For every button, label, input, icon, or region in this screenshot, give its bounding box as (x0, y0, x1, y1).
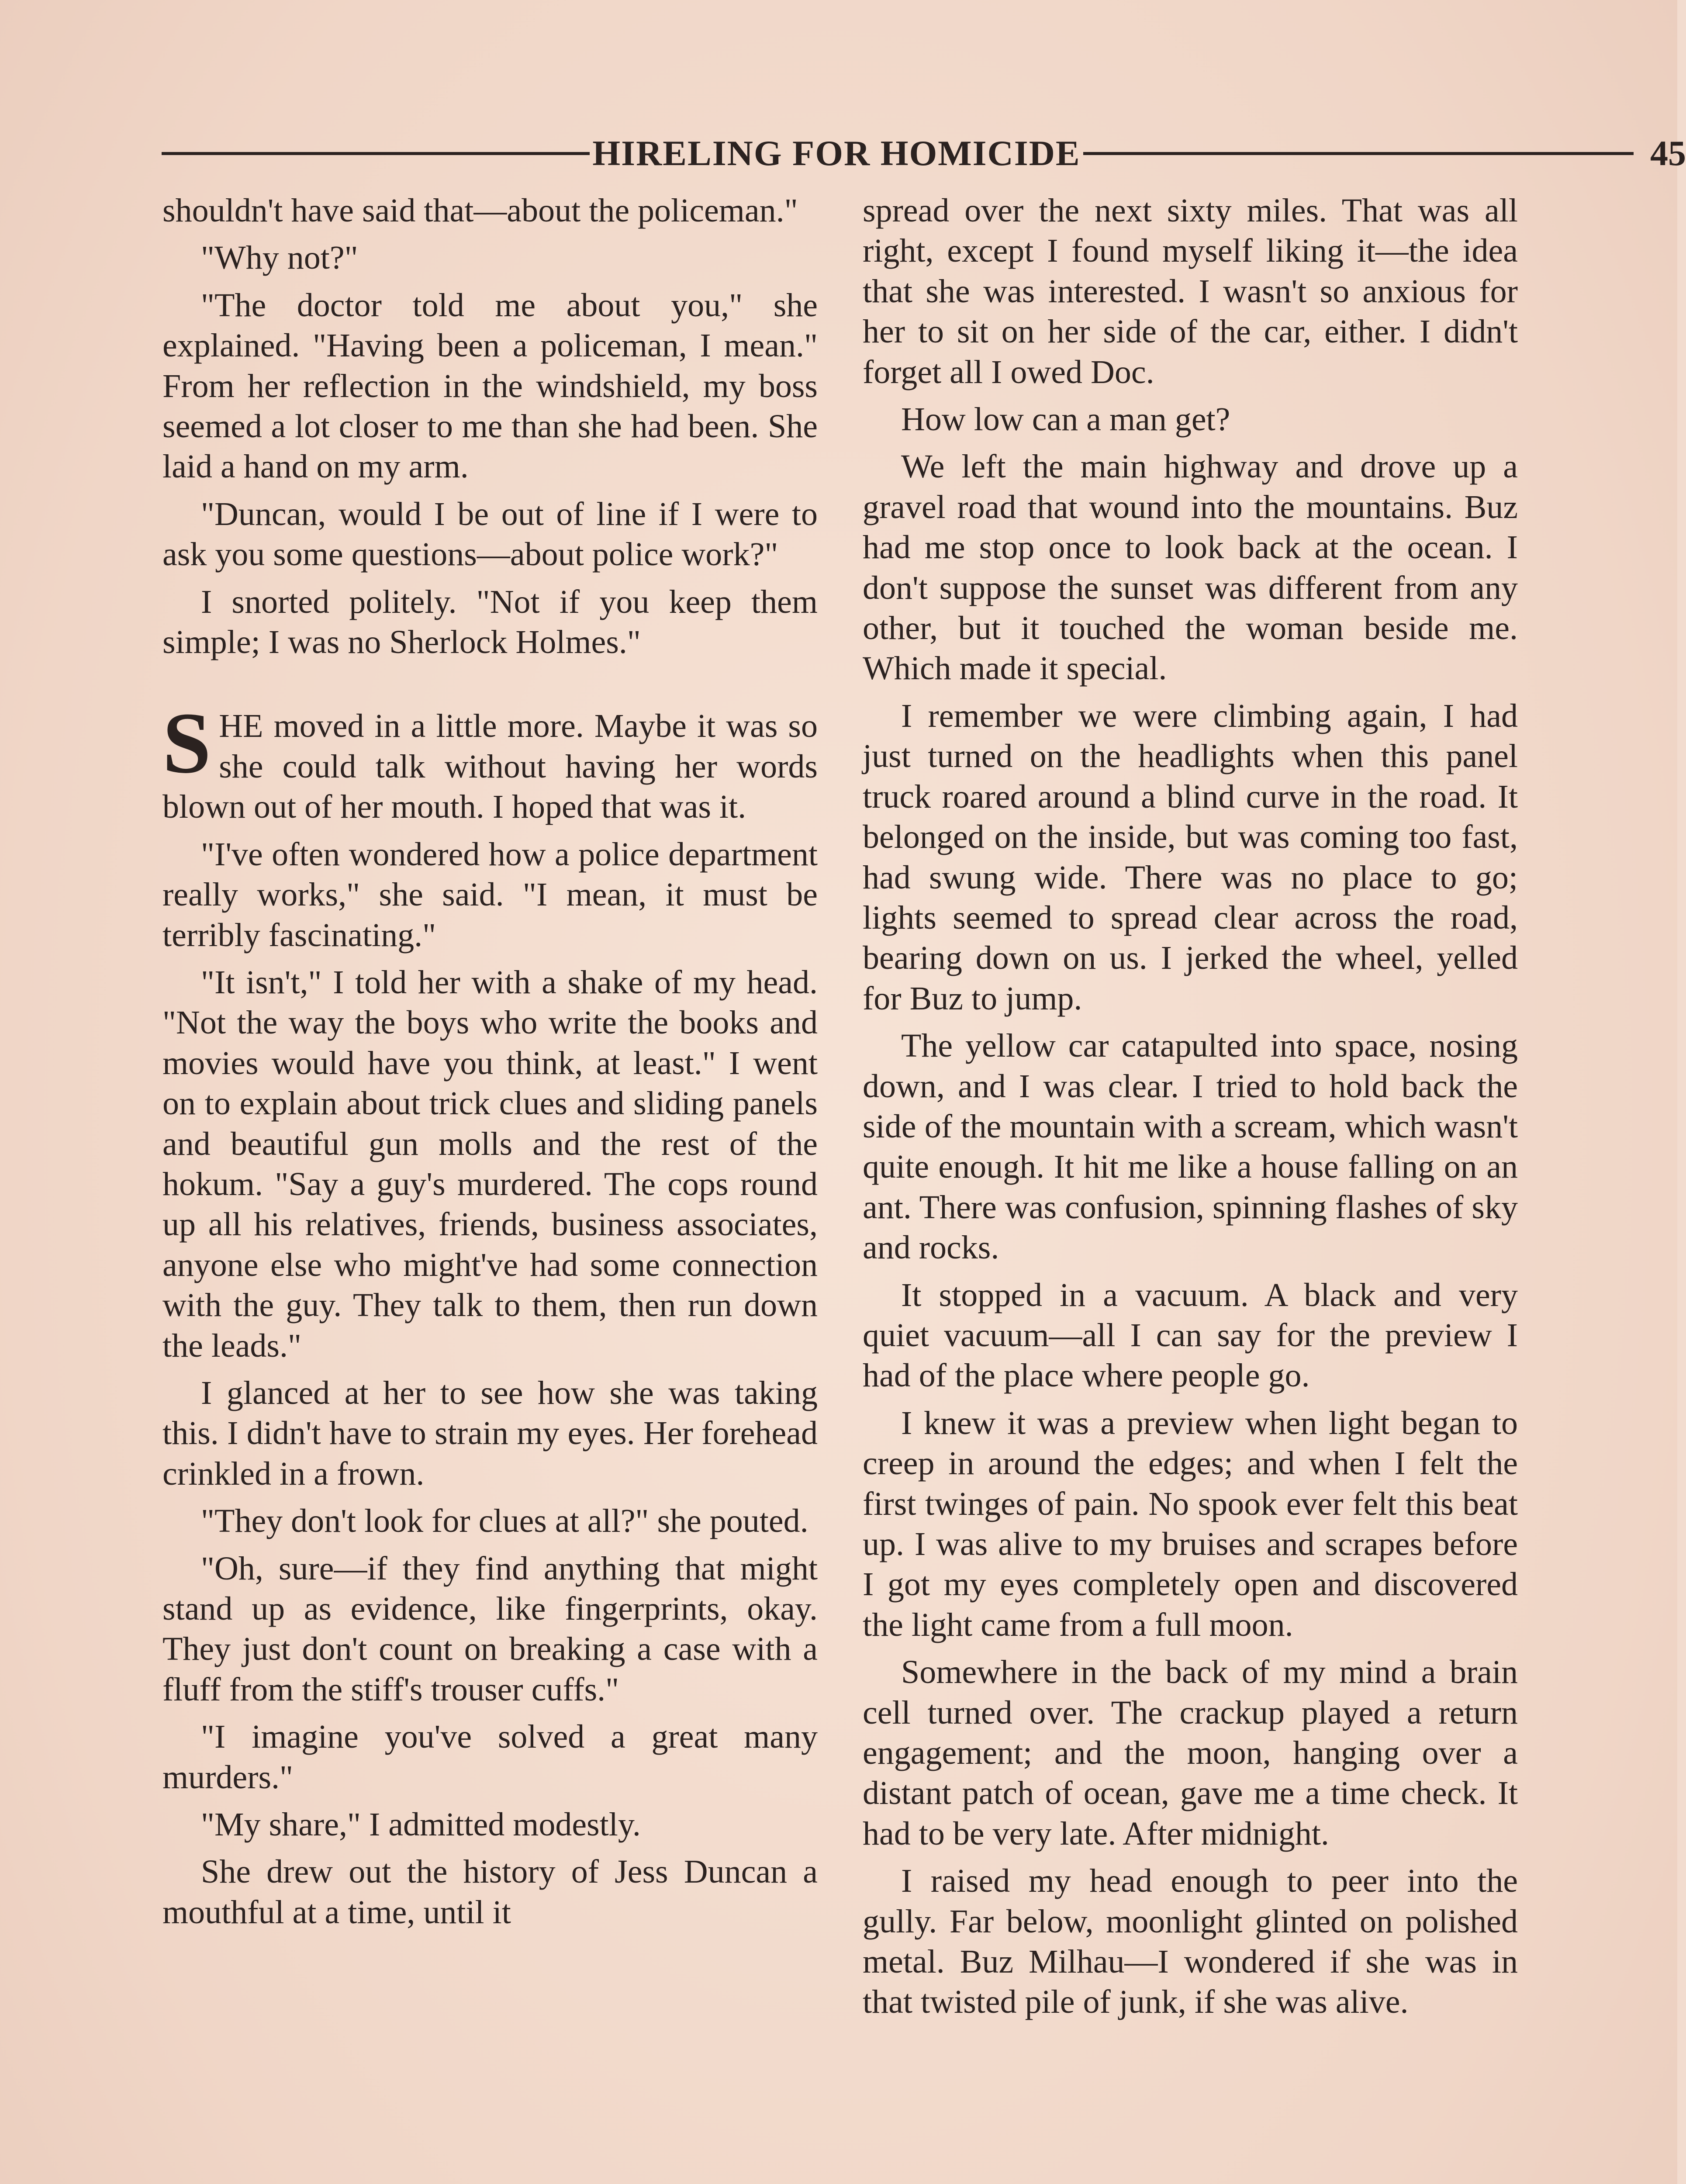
paragraph: spread over the next sixty miles. That was all right, except I found myself liking it—the idea that she was interested. I wasn't so anxious for her to sit on her side of the car, either. I didn't forget all I owed Doc. (863, 192, 1518, 390)
paragraph: I glanced at her to see how she was taking this. I didn't have to strain my eyes. Her forehead crinkled in a frown. (162, 1374, 818, 1492)
paragraph: She drew out the history of Jess Duncan a mouthful at a time, until it (162, 1853, 818, 1931)
header-rule-left (162, 152, 590, 155)
paragraph: "Oh, sure—if they find anything that might stand up as evidence, like fingerprints, okay. They just don't count on breaking a case with a fluff from the stiff's trouser cuffs." (162, 1550, 818, 1708)
paragraph: shouldn't have said that—about the policeman." (162, 192, 798, 229)
paragraph: How low can a man get? (901, 401, 1230, 438)
section-first-paragraph (162, 695, 818, 827)
header-rule-right (1083, 152, 1634, 155)
paragraph: "It isn't," I told her with a shake of my head. "Not the way the boys who write the books and movies would have you think, at least." I went on to explain about trick clues and sliding panels and beautiful gun molls and the rest of the hokum. "Say a guy's murdered. The cops round up all his relatives, friends, business associates, anyone else who might've had some connection with the guy. They talk to them, then run down the leads." (162, 964, 818, 1364)
left-column (162, 190, 818, 1939)
paragraph: "Why not?" (201, 239, 358, 276)
paragraph: "I've often wondered how a police department really works," she said. "I mean, it must be terribly fascinating." (162, 836, 818, 954)
paragraph: "Duncan, would I be out of line if I were to ask you some questions—about police work?" (162, 495, 818, 573)
paragraph: Somewhere in the back of my mind a brain cell turned over. The crackup played a return engagement; and the moon, hanging over a distant patch of ocean, gave me a time check. It had to be very late. After midnight. (863, 1654, 1518, 1852)
paragraph: "I imagine you've solved a great many murders." (162, 1718, 818, 1796)
paragraph: It stopped in a vacuum. A black and very quiet vacuum—all I can say for the preview I had of the place where people go. (863, 1276, 1518, 1394)
paragraph: I snorted politely. "Not if you keep them simple; I was no Sherlock Holmes." (162, 583, 818, 661)
section-first-text: HE moved in a little more. Maybe it was so she could talk without having her words blown out of her mouth. I hoped that was it. (162, 708, 818, 826)
running-header (162, 129, 1686, 177)
paragraph: The yellow car catapulted into space, nosing down, and I was clear. I tried to hold back the side of the mountain with a scream, which wasn't quite enough. It hit me like a house falling on an ant. There was confusion, spinning flashes of sky and rocks. (863, 1027, 1518, 1266)
paragraph: I remember we were climbing again, I had just turned on the headlights when this panel truck roared around a blind curve in the road. It belonged on the inside, but was coming too fast, had swung wide. There was no place to go; lights seemed to spread clear across the road, bearing down on us. I jerked the wheel, yelled for Buz to jump. (863, 697, 1518, 1017)
running-title: HIRELING FOR HOMICIDE (592, 133, 1081, 173)
paragraph: We left the main highway and drove up a gravel road that wound into the mountains. Buz had me stop once to look back at the ocean. I don't suppose the sunset was different from any other, but it touched the woman beside me. Which made it special. (863, 448, 1518, 687)
drop-cap: S (162, 695, 211, 792)
paragraph: I knew it was a preview when light began to creep in around the edges; and when I felt the first twinges of pain. No spook ever felt this beat up. I was alive to my bruises and scrapes before I got my eyes completely open and discovered the light came from a full moon. (863, 1404, 1518, 1643)
paragraph: I raised my head enough to peer into the gully. Far below, moonlight glinted on polished metal. Buz Milhau—I wondered if she was in that twisted pile of junk, if she was alive. (863, 1863, 1518, 2021)
page-number: 45 (1650, 133, 1686, 173)
paragraph: "The doctor told me about you," she explained. "Having been a policeman, I mean." From her reflection in the windshield, my boss seemed a lot closer to me than she had been. She laid a hand on my arm. (162, 287, 818, 485)
paragraph: "My share," I admitted modestly. (201, 1806, 641, 1843)
paragraph: "They don't look for clues at all?" she pouted. (201, 1503, 808, 1540)
right-column (863, 190, 1518, 2029)
